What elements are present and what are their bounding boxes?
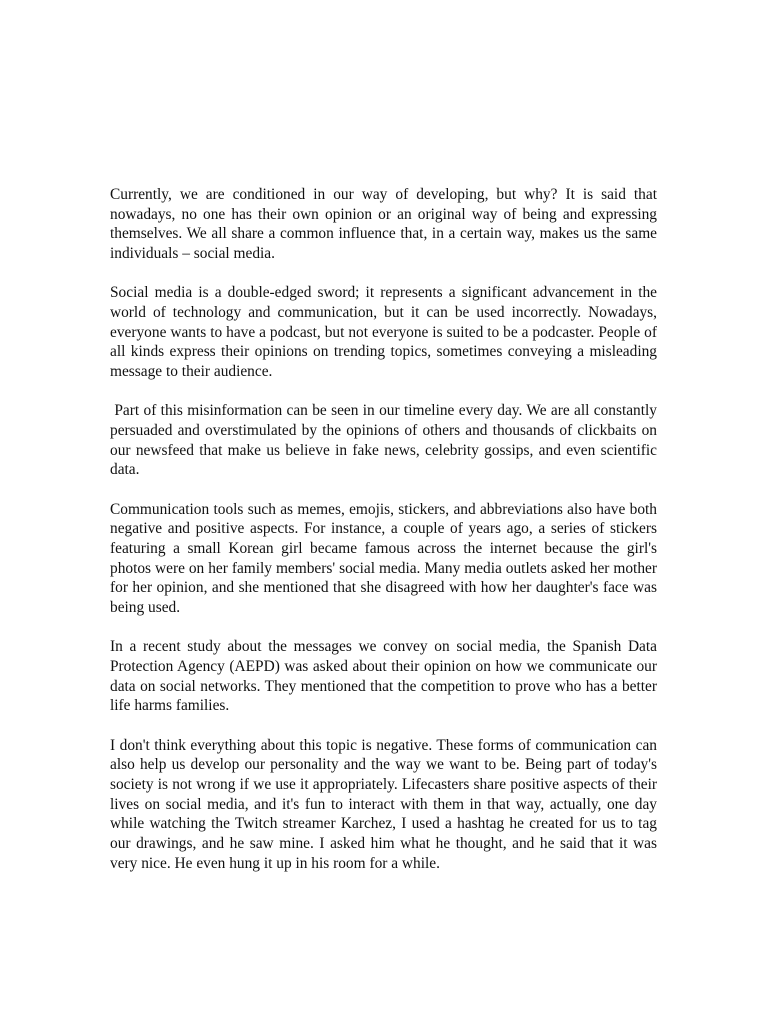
paragraph-4: Communication tools such as memes, emojis, stickers, and abbreviations also have both negative and positive aspects. For instance, a couple of years ago, a series of stickers featuring a small Korean girl became famous across the internet because the girl's photos were on her family members' social media. Many media outlets asked her mother for her opinion, and she mentioned that she disagreed with how her daughter's face was being used.: [110, 500, 657, 617]
paragraph-2: Social media is a double-edged sword; it represents a significant advancement in the world of technology and communication, but it can be used incorrectly. Nowadays, everyone wants to have a podcast, but not everyone is suited to be a podcaster. People of all kinds express their opinions on trending topics, sometimes conveying a misleading message to their audience.: [110, 284, 657, 381]
paragraph-3: Part of this misinformation can be seen in our timeline every day. We are all constantly persuaded and overstimulated by the opinions of others and thousands of clickbaits on our newsfeed that make us believe in fake news, celebrity gossips, and even scientific data.: [110, 402, 661, 479]
document-body: [110, 185, 661, 874]
paragraph-5: In a recent study about the messages we convey on social media, the Spanish Data Protection Agency (AEPD) was asked about their opinion on how we communicate our data on social networks. They mentioned that the competition to prove who has a better life harms families.: [110, 638, 657, 715]
paragraph-1: Currently, we are conditioned in our way of developing, but why? It is said that nowadays, no one has their own opinion or an original way of being and expressing themselves. We all share a common influence that, in a certain way, makes us the same individuals – social media.: [110, 186, 657, 263]
paragraph-6: I don't think everything about this topic is negative. These forms of communication can also help us develop our personality and the way we want to be. Being part of today's society is not wrong if we use it appropriately. Lifecasters share positive aspects of their lives on social media, and it's fun to interact with them in that way, actually, one day while watching the Twitch streamer Karchez, I used a hashtag he created for us to tag our drawings, and he saw mine. I asked him what he thought, and he said that it was very nice. He even hung it up in his room for a while.: [110, 736, 657, 872]
